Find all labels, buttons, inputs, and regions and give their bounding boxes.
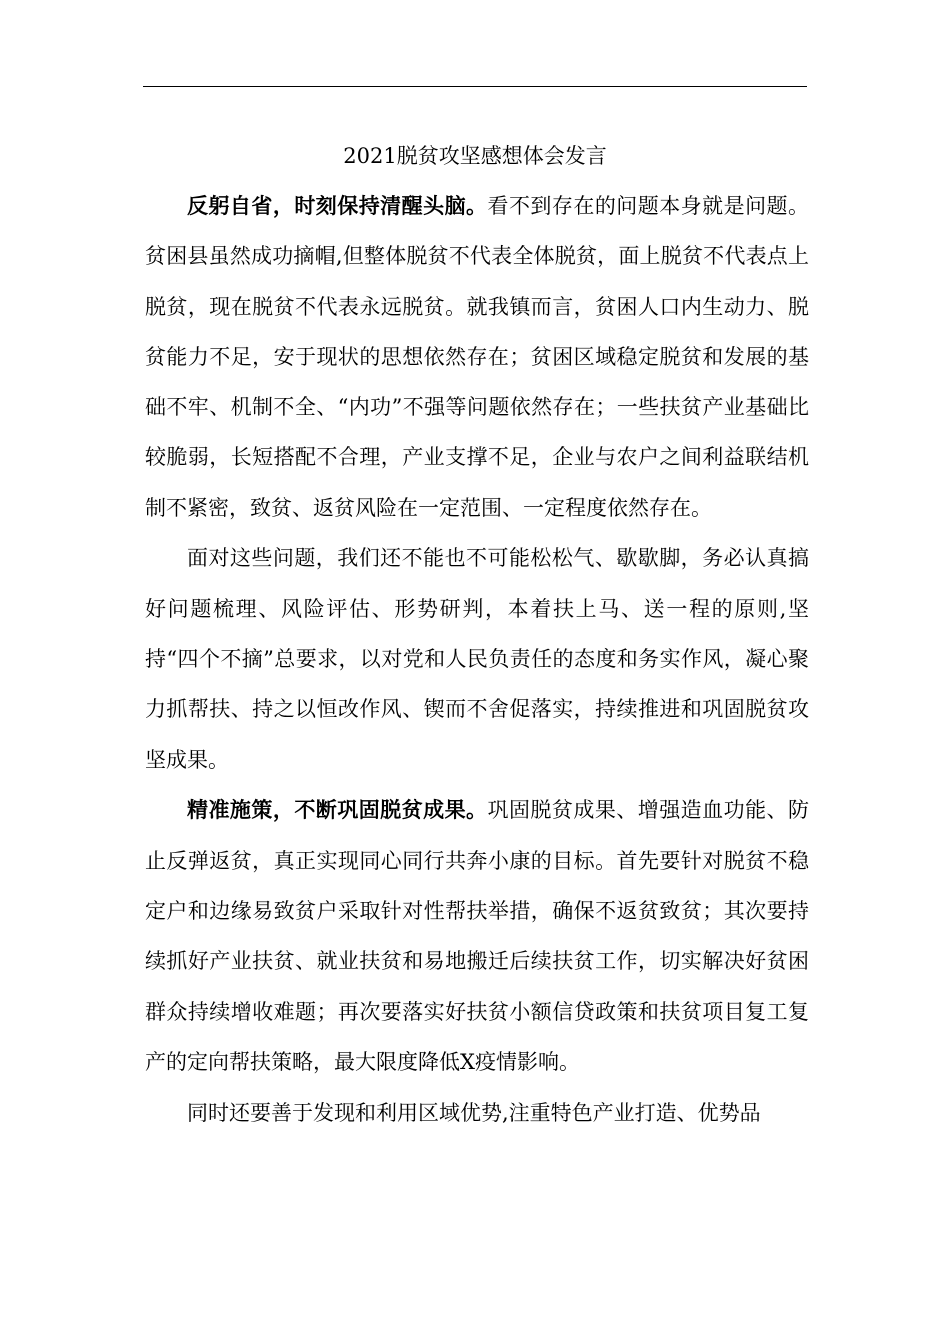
- paragraph-2: [145, 533, 809, 784]
- header-rule: [143, 86, 807, 87]
- paragraph-lead: 反躬自省，时刻保持清醒头脑。: [187, 193, 488, 218]
- paragraph-3: [145, 785, 809, 1087]
- document-body: [145, 181, 809, 1138]
- paragraph-1: [145, 181, 809, 533]
- paragraph-lead: 精准施策，不断巩固脱贫成果。: [187, 797, 488, 823]
- paragraph-text: 面对这些问题，我们还不能也不可能松松气、歇歇脚，务必认真搞好问题梳理、风险评估、形势研判，本着扶上马、送一程的原则,坚持“四个不摘”总要求，以对党和人民负责任的态度和务实作风，凝心聚力抓帮扶、持之以恒改作风、锲而不舍促落实，持续推进和巩固脱贫攻坚成果。: [145, 546, 809, 772]
- paragraph-text: 巩固脱贫成果、增强造血功能、防止反弹返贫，真正实现同心同行共奔小康的目标。首先要针对脱贫不稳定户和边缘易致贫户采取针对性帮扶举措，确保不返贫致贫；其次要持续抓好产业扶贫、就业扶贫和易地搬迁后续扶贫工作，切实解决好贫困群众持续增收难题；再次要落实好扶贫小额信贷政策和扶贫项目复工复产的定向帮扶策略，最大限度降低X疫情影响。: [145, 798, 809, 1074]
- paragraph-4: [145, 1088, 809, 1138]
- paragraph-text: 同时还要善于发现和利用区域优势,注重特色产业打造、优势品: [187, 1100, 761, 1125]
- paragraph-text: 看不到存在的问题本身就是问题。贫困县虽然成功摘帽,但整体脱贫不代表全体脱贫，面上脱贫不代表点上脱贫，现在脱贫不代表永远脱贫。就我镇而言，贫困人口内生动力、脱贫能力不足，安于现状的思想依然存在；贫困区域稳定脱贫和发展的基础不牢、机制不全、“内功”不强等问题依然存在；一些扶贫产业基础比较脆弱，长短搭配不合理，产业支撑不足，企业与农户之间利益联结机制不紧密，致贫、返贫风险在一定范围、一定程度依然存在。: [145, 194, 809, 520]
- document-title: 2021脱贫攻坚感想体会发言: [343, 144, 607, 168]
